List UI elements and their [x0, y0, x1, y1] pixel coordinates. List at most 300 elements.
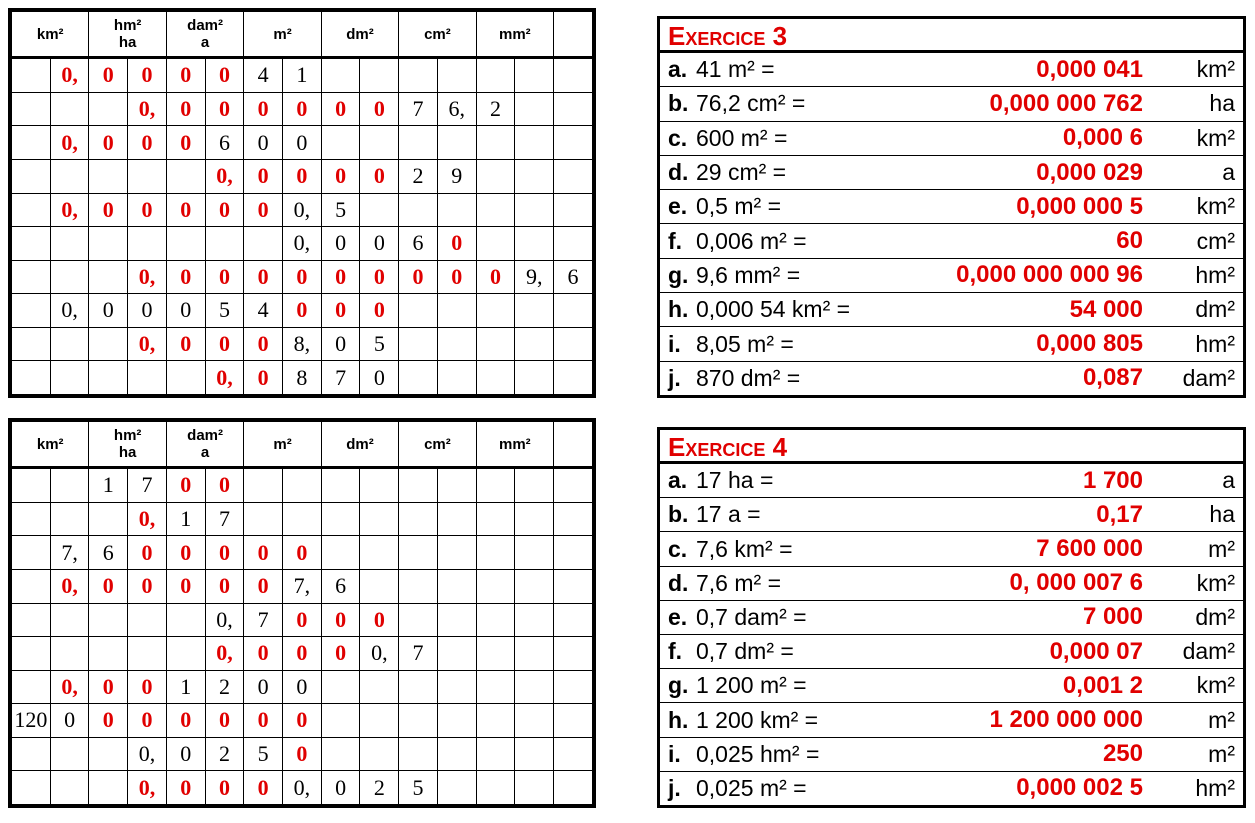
digit-cell	[437, 637, 476, 671]
digit-cell	[476, 126, 515, 160]
digit-cell	[476, 58, 515, 93]
digit-cell: 0	[244, 260, 283, 294]
digit-cell: 0	[166, 193, 205, 227]
item-unit: hm²	[1195, 330, 1235, 357]
digit-cell: 0	[166, 260, 205, 294]
item-unit: m²	[1208, 706, 1235, 733]
digit-cell: 0,	[205, 637, 244, 671]
digit-cell: 0,	[128, 771, 167, 805]
unit-header: dm²	[321, 12, 398, 58]
item-letter: b.	[668, 90, 689, 117]
digit-cell	[476, 536, 515, 570]
digit-cell	[399, 468, 438, 503]
digit-cell: 0	[128, 704, 167, 738]
digit-cell: 0	[244, 771, 283, 805]
digit-cell	[12, 637, 51, 671]
digit-cell	[166, 361, 205, 395]
unit-header: dm²	[321, 422, 398, 468]
digit-cell: 0	[321, 603, 360, 637]
digit-cell: 0	[128, 294, 167, 328]
digit-cell: 0,	[205, 603, 244, 637]
digit-cell: 6	[321, 569, 360, 603]
digit-cell: 0	[205, 569, 244, 603]
digit-cell: 0	[89, 126, 128, 160]
exercise-row	[660, 258, 1243, 292]
digit-cell: 5	[360, 327, 399, 361]
digit-cell	[89, 637, 128, 671]
unit-header: dam² a	[166, 12, 243, 58]
digit-cell	[321, 670, 360, 704]
digit-cell: 0	[89, 704, 128, 738]
digit-cell	[515, 361, 554, 395]
table-row	[12, 227, 593, 261]
exercise-row	[660, 464, 1243, 497]
digit-cell	[360, 468, 399, 503]
item-unit: km²	[1196, 124, 1235, 151]
digit-cell	[554, 737, 593, 771]
digit-cell	[360, 126, 399, 160]
digit-cell: 6	[205, 126, 244, 160]
digit-cell: 2	[399, 159, 438, 193]
digit-cell	[89, 361, 128, 395]
item-letter: a.	[668, 467, 688, 494]
digit-cell: 7	[128, 468, 167, 503]
digit-cell	[205, 227, 244, 261]
item-question: 870 dm² =	[696, 364, 801, 391]
item-letter: j.	[668, 364, 681, 391]
digit-cell	[12, 294, 51, 328]
digit-cell: 0	[360, 92, 399, 126]
digit-cell	[554, 294, 593, 328]
digit-cell	[50, 260, 89, 294]
item-unit: dam²	[1182, 638, 1235, 665]
digit-cell	[50, 227, 89, 261]
digit-cell: 0	[166, 327, 205, 361]
table-row	[12, 126, 593, 160]
digit-cell: 0	[321, 159, 360, 193]
digit-cell	[321, 126, 360, 160]
digit-cell: 0	[244, 92, 283, 126]
digit-cell	[166, 637, 205, 671]
digit-cell	[128, 159, 167, 193]
digit-cell	[476, 327, 515, 361]
digit-cell: 0	[283, 126, 322, 160]
item-question: 0,006 m² =	[696, 227, 807, 254]
digit-cell	[166, 227, 205, 261]
digit-cell	[128, 361, 167, 395]
digit-cell: 0	[244, 536, 283, 570]
digit-cell: 0	[89, 569, 128, 603]
exercise-4-rows	[660, 464, 1243, 805]
item-answer: 0,001 2	[1062, 671, 1143, 699]
digit-cell: 0	[205, 58, 244, 93]
digit-cell: 0	[399, 260, 438, 294]
digit-cell	[515, 637, 554, 671]
digit-cell: 0,	[205, 159, 244, 193]
digit-cell	[360, 670, 399, 704]
digit-cell: 0	[321, 327, 360, 361]
digit-cell: 0,	[128, 502, 167, 536]
digit-cell	[89, 603, 128, 637]
item-letter: a.	[668, 56, 688, 83]
digit-cell: 0	[89, 193, 128, 227]
digit-cell	[515, 227, 554, 261]
exercise-row	[660, 771, 1243, 805]
digit-cell	[476, 637, 515, 671]
digit-cell	[476, 704, 515, 738]
extra-header	[554, 422, 593, 468]
exercise-row	[660, 497, 1243, 531]
digit-cell: 0	[166, 704, 205, 738]
digit-cell	[437, 193, 476, 227]
digit-cell: 0	[437, 260, 476, 294]
digit-cell	[476, 227, 515, 261]
digit-cell: 0	[321, 227, 360, 261]
digit-cell	[128, 637, 167, 671]
item-answer: 0,17	[1096, 500, 1143, 528]
digit-cell: 0	[360, 227, 399, 261]
digit-cell	[12, 468, 51, 503]
item-unit: cm²	[1196, 227, 1235, 254]
digit-cell	[399, 58, 438, 93]
item-letter: i.	[668, 330, 681, 357]
item-letter: c.	[668, 124, 688, 151]
item-answer: 0,000 000 762	[989, 89, 1143, 117]
digit-cell: 0	[476, 260, 515, 294]
item-question: 8,05 m² =	[696, 330, 794, 357]
digit-cell	[321, 502, 360, 536]
item-answer: 1 200 000 000	[989, 706, 1143, 734]
digit-cell	[12, 569, 51, 603]
digit-cell: 0	[166, 126, 205, 160]
digit-cell: 0,	[128, 737, 167, 771]
digit-cell	[554, 502, 593, 536]
digit-cell	[12, 737, 51, 771]
digit-cell	[437, 536, 476, 570]
digit-cell	[89, 159, 128, 193]
digit-cell	[89, 260, 128, 294]
digit-cell	[244, 227, 283, 261]
digit-cell	[437, 361, 476, 395]
item-answer: 0, 000 007 6	[1009, 569, 1143, 597]
item-letter: g.	[668, 261, 689, 288]
item-question: 0,025 m² =	[696, 774, 807, 801]
digit-cell: 0	[360, 159, 399, 193]
digit-cell	[12, 327, 51, 361]
digit-cell	[12, 227, 51, 261]
digit-cell	[399, 569, 438, 603]
table-row	[12, 159, 593, 193]
digit-cell: 6	[399, 227, 438, 261]
conversion-table	[11, 11, 593, 395]
digit-cell: 0	[244, 704, 283, 738]
digit-cell	[399, 536, 438, 570]
exercise-row	[660, 121, 1243, 155]
digit-cell: 5	[205, 294, 244, 328]
digit-cell: 0	[128, 126, 167, 160]
digit-cell: 7,	[50, 536, 89, 570]
unit-header: cm²	[399, 422, 476, 468]
item-unit: ha	[1209, 90, 1235, 117]
digit-cell: 7	[205, 502, 244, 536]
digit-cell: 2	[205, 737, 244, 771]
digit-cell	[515, 126, 554, 160]
item-question: 0,025 hm² =	[696, 740, 820, 767]
table-row	[12, 361, 593, 395]
digit-cell: 0	[360, 361, 399, 395]
digit-cell: 0	[205, 468, 244, 503]
item-letter: c.	[668, 535, 688, 562]
digit-cell	[554, 193, 593, 227]
digit-cell	[554, 126, 593, 160]
digit-cell: 0	[283, 704, 322, 738]
digit-cell	[12, 193, 51, 227]
item-unit: hm²	[1195, 261, 1235, 288]
digit-cell	[244, 468, 283, 503]
digit-cell: 0	[205, 327, 244, 361]
digit-cell	[50, 771, 89, 805]
digit-cell	[554, 468, 593, 503]
item-question: 17 ha =	[696, 467, 774, 494]
digit-cell	[437, 670, 476, 704]
digit-cell: 0	[89, 294, 128, 328]
digit-cell: 0,	[205, 361, 244, 395]
digit-cell	[437, 327, 476, 361]
digit-cell: 0,	[283, 193, 322, 227]
digit-cell: 0	[360, 603, 399, 637]
digit-cell: 7,	[283, 569, 322, 603]
digit-cell	[321, 704, 360, 738]
digit-cell	[515, 771, 554, 805]
digit-cell: 0,	[50, 569, 89, 603]
digit-cell: 0	[244, 637, 283, 671]
exercise-4-box	[657, 427, 1246, 808]
digit-cell	[12, 603, 51, 637]
digit-cell: 0	[283, 159, 322, 193]
table-row	[12, 502, 593, 536]
exercise-row	[660, 702, 1243, 736]
table-row	[12, 704, 593, 738]
item-answer: 0,000 07	[1049, 637, 1143, 665]
digit-cell	[50, 159, 89, 193]
item-unit: hm²	[1195, 774, 1235, 801]
digit-cell: 0	[283, 536, 322, 570]
unit-header: mm²	[476, 12, 553, 58]
digit-cell	[360, 704, 399, 738]
digit-cell: 0	[244, 159, 283, 193]
digit-cell: 4	[244, 58, 283, 93]
digit-cell	[554, 361, 593, 395]
digit-cell: 0	[244, 327, 283, 361]
item-answer: 0,000 041	[1036, 55, 1143, 83]
item-answer: 0,000 000 000 96	[956, 261, 1143, 289]
digit-cell	[321, 58, 360, 93]
digit-cell: 0,	[50, 670, 89, 704]
digit-cell: 0	[244, 126, 283, 160]
digit-cell: 0	[244, 670, 283, 704]
digit-cell: 0,	[50, 294, 89, 328]
item-unit: a	[1222, 467, 1235, 494]
digit-cell: 0	[166, 294, 205, 328]
digit-cell	[399, 126, 438, 160]
digit-cell: 0	[437, 227, 476, 261]
digit-cell	[321, 536, 360, 570]
item-unit: km²	[1196, 193, 1235, 220]
digit-cell: 9,	[515, 260, 554, 294]
unit-header: hm² ha	[89, 12, 166, 58]
digit-cell: 8	[283, 361, 322, 395]
item-answer: 250	[1102, 740, 1143, 768]
digit-cell: 5	[244, 737, 283, 771]
item-question: 1 200 m² =	[696, 672, 807, 699]
digit-cell: 0	[321, 260, 360, 294]
item-question: 29 cm² =	[696, 159, 787, 186]
item-unit: dm²	[1195, 603, 1235, 630]
digit-cell	[554, 536, 593, 570]
digit-cell: 0,	[360, 637, 399, 671]
digit-cell: 1	[166, 502, 205, 536]
item-answer: 0,000 000 5	[1016, 192, 1143, 220]
digit-cell	[166, 159, 205, 193]
digit-cell	[50, 468, 89, 503]
digit-cell: 0	[205, 92, 244, 126]
digit-cell: 0	[283, 294, 322, 328]
digit-cell	[554, 327, 593, 361]
item-answer: 0,000 029	[1036, 158, 1143, 186]
digit-cell	[89, 327, 128, 361]
item-answer: 7 000	[1082, 603, 1143, 631]
digit-cell: 0	[205, 536, 244, 570]
digit-cell	[515, 670, 554, 704]
digit-cell	[89, 737, 128, 771]
digit-cell	[89, 771, 128, 805]
digit-cell	[360, 536, 399, 570]
digit-cell	[360, 569, 399, 603]
table-row	[12, 327, 593, 361]
digit-cell: 2	[205, 670, 244, 704]
table-row	[12, 569, 593, 603]
digit-cell	[12, 536, 51, 570]
digit-cell	[476, 670, 515, 704]
digit-cell	[283, 502, 322, 536]
item-letter: e.	[668, 193, 688, 220]
digit-cell	[476, 737, 515, 771]
item-question: 0,7 dam² =	[696, 603, 807, 630]
item-answer: 54 000	[1069, 295, 1143, 323]
item-unit: km²	[1196, 672, 1235, 699]
exercise-row	[660, 737, 1243, 771]
digit-cell: 0	[205, 193, 244, 227]
digit-cell	[515, 294, 554, 328]
item-letter: h.	[668, 296, 689, 323]
digit-cell	[515, 193, 554, 227]
digit-cell: 0	[244, 193, 283, 227]
exercise-4-title: Exercice 4	[660, 430, 1243, 464]
digit-cell	[12, 126, 51, 160]
digit-cell: 0	[283, 637, 322, 671]
item-unit: m²	[1208, 740, 1235, 767]
digit-cell	[12, 159, 51, 193]
digit-cell	[554, 58, 593, 93]
digit-cell: 120	[12, 704, 51, 738]
table-row	[12, 294, 593, 328]
table-row	[12, 92, 593, 126]
digit-cell	[437, 126, 476, 160]
item-letter: f.	[668, 638, 683, 665]
item-letter: f.	[668, 227, 683, 254]
unit-header: hm² ha	[89, 422, 166, 468]
digit-cell: 0,	[128, 327, 167, 361]
digit-cell	[476, 569, 515, 603]
digit-cell: 7	[321, 361, 360, 395]
digit-cell	[437, 603, 476, 637]
item-answer: 0,000 805	[1036, 330, 1143, 358]
digit-cell	[476, 159, 515, 193]
digit-cell	[515, 502, 554, 536]
digit-cell	[321, 737, 360, 771]
item-question: 0,5 m² =	[696, 193, 782, 220]
digit-cell: 0	[283, 603, 322, 637]
table-row	[12, 737, 593, 771]
digit-cell: 5	[399, 771, 438, 805]
digit-cell: 0	[283, 670, 322, 704]
item-question: 76,2 cm² =	[696, 90, 806, 117]
unit-header: km²	[12, 422, 89, 468]
digit-cell	[244, 502, 283, 536]
item-answer: 0,000 002 5	[1016, 774, 1143, 802]
table-row	[12, 536, 593, 570]
digit-cell	[360, 737, 399, 771]
digit-cell: 0	[283, 92, 322, 126]
exercise-row	[660, 531, 1243, 565]
digit-cell	[554, 704, 593, 738]
digit-cell	[12, 92, 51, 126]
digit-cell	[437, 294, 476, 328]
item-question: 41 m² =	[696, 56, 775, 83]
digit-cell: 0	[205, 771, 244, 805]
digit-cell	[515, 603, 554, 637]
digit-cell	[360, 193, 399, 227]
digit-cell: 0	[360, 294, 399, 328]
item-unit: km²	[1196, 569, 1235, 596]
digit-cell	[476, 294, 515, 328]
digit-cell: 7	[399, 92, 438, 126]
item-answer: 0,000 6	[1062, 124, 1143, 152]
digit-cell: 9	[437, 159, 476, 193]
table-row	[12, 603, 593, 637]
digit-cell	[50, 361, 89, 395]
item-letter: b.	[668, 501, 689, 528]
digit-cell	[128, 227, 167, 261]
digit-cell: 0	[321, 637, 360, 671]
digit-cell: 0	[128, 569, 167, 603]
digit-cell	[360, 58, 399, 93]
digit-cell	[89, 92, 128, 126]
item-question: 17 a =	[696, 501, 761, 528]
digit-cell	[12, 361, 51, 395]
digit-cell: 1	[89, 468, 128, 503]
digit-cell	[12, 670, 51, 704]
unit-header: m²	[244, 12, 321, 58]
exercise-row	[660, 189, 1243, 223]
exercise-row	[660, 600, 1243, 634]
digit-cell: 2	[360, 771, 399, 805]
digit-cell: 7	[244, 603, 283, 637]
digit-cell: 0	[244, 569, 283, 603]
digit-cell: 0	[321, 294, 360, 328]
item-question: 7,6 km² =	[696, 535, 793, 562]
digit-cell	[515, 159, 554, 193]
